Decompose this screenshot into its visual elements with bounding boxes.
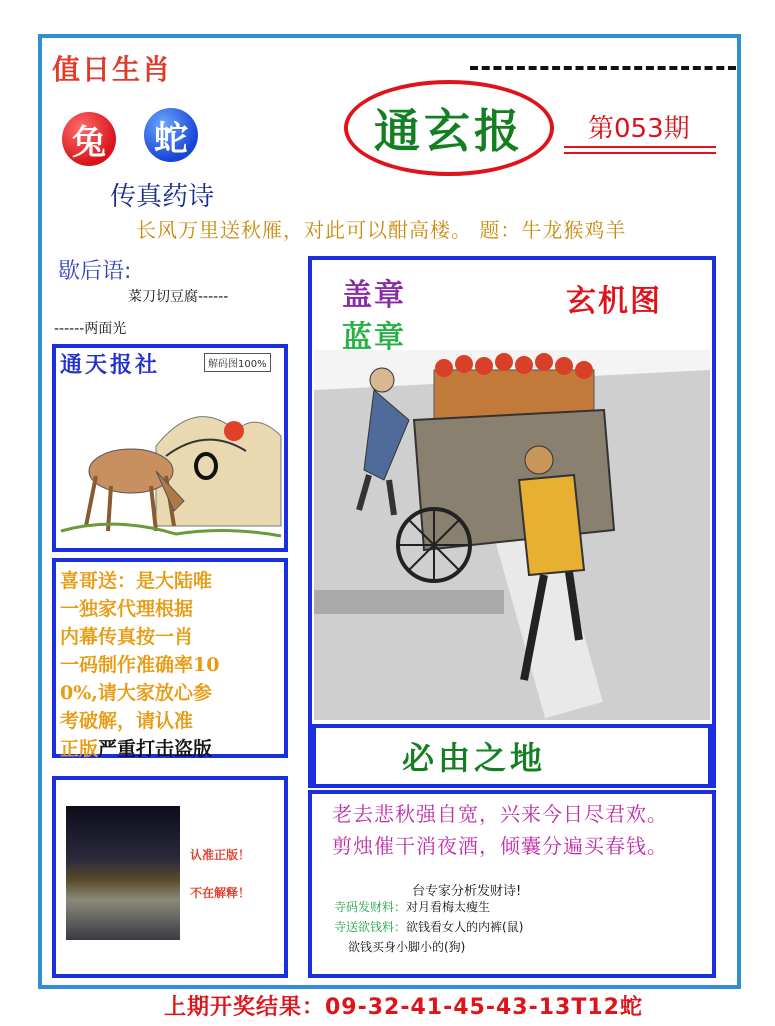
deer-illustration [56,376,284,548]
xige-line: 一码制作准确率10 [60,654,220,676]
gaizhang-label: 盖章 [342,278,406,313]
expert-item: 欲钱买身小脚小的(狗) [348,940,466,954]
fax-poem-label: 传真药诗 [110,182,215,212]
xige-line: 一独家代理根据 [60,598,194,620]
last-draw-result: 上期开奖结果：09-32-41-45-43-13T12蛇 [164,995,643,1020]
decode-badge: 解码图100% [204,353,271,372]
expert-item: 寺送欲钱料：欲钱看女人的内裤(鼠) [334,920,524,934]
caption-text: 必由之地 [402,739,547,777]
dash-line [470,66,736,70]
xige-line: 0%,请大家放心参 [60,682,212,704]
issue-underline [564,146,716,148]
lanzhang-label: 蓝章 [342,320,406,355]
zodiac-ball-rabbit: 兔 [62,112,116,166]
night-photo [66,806,180,940]
duty-zodiac-label: 值日生肖 [52,53,173,86]
issue-number: 第053期 [588,114,690,144]
genuine-line: 认准正版！ [190,848,251,862]
cart-illustration [314,350,710,720]
xige-line: 正版严重打击盗版 [60,738,213,760]
zodiac-ball-snake: 蛇 [144,108,198,162]
expert-item: 寺码发财料：对月看梅太瘦生 [334,900,491,914]
brand-title: 通玄报 [344,80,554,176]
header-poem: 长风万里送秋雁，对此可以酣高楼。 题：牛龙猴鸡羊 [136,218,627,242]
genuine-line: 不在解释！ [190,886,251,900]
xige-line: 喜哥送：是大陆唯 [60,570,213,592]
riddle-line: 菜刀切豆腐------ [128,289,229,305]
poem-line: 剪烛催干消夜酒，倾囊分遍买春钱。 [332,834,668,858]
riddle-line: ------两面光 [54,321,127,337]
riddle-title: 歇后语: [58,259,132,284]
expert-title: 台专家分析发财诗! [412,884,522,899]
poem-line: 老去悲秋强自宽，兴来今日尽君欢。 [332,802,668,826]
issue-underline [564,152,716,154]
xuanjitu-label: 玄机图 [566,284,662,319]
tongtian-title: 通天报社 [60,352,161,378]
xige-line: 内幕传真按一肖 [60,626,194,648]
xige-line: 考破解，请认准 [60,710,194,732]
